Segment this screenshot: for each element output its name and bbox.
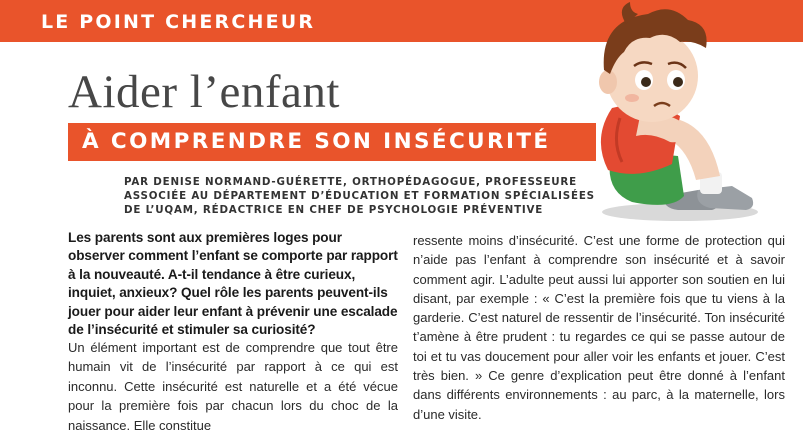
sad-child-illustration bbox=[560, 0, 803, 230]
body-column-right: ressente moins d’insécurité. C’est une forme de protection qui n’aide pas l’enfant à comprendre son insécurité et à savoir comment agir. L’adulte peut aussi lui apporter son soutien en lui disant, par exemple : « C’est la première fois que tu viens à la garderie. C’est naturel de ressentir de l’insécurité. Ton insécurité t’amène à être prudent : tu regardes ce qui se passe autour de toi et tu vas doucement pour aller voir les enfants et jouer. C’est très bien. » Ce genre d’explication peut être donné à l’enfant dans différents environnements : au parc, à la maternelle, lors d’une visite. bbox=[413, 233, 785, 422]
cheek bbox=[625, 94, 639, 102]
article-lead: Les parents sont aux premières loges pour observer comment l’enfant se comporte par rapport à la nouveauté. A-t-il tendance à être curieux, inquiet, anxieux? Quel rôle les parents peuvent-ils jouer pour aider leur enfant à prévenir une escalade de l’insécurité et stimuler sa curiosité? bbox=[68, 230, 398, 338]
author-byline: PAR DENISE NORMAND-GUÉRETTE, ORTHOPÉDAGOGUE, PROFESSEURE ASSOCIÉE AU DÉPARTEMENT D’ÉDUCATION ET FORMATION SPÉCIALISÉES DE L’UQAM, RÉDACTRICE EN CHEF DE PSYCHOLOGIE PRÉVENTIVE bbox=[124, 176, 595, 216]
pupil-left bbox=[641, 77, 651, 87]
article-subtitle: À COMPRENDRE SON INSÉCURITÉ bbox=[82, 129, 551, 154]
body-column-left: Un élément important est de comprendre que tout être humain vit de l’insécurité par rapport à ce qui est inconnu. Cette insécurité est naturelle et a été vécue pour la première fois par chacun lors du choc de la naissance. Elle constitue bbox=[68, 340, 398, 433]
article-title: Aider l’enfant bbox=[68, 66, 340, 118]
section-label: LE POINT CHERCHEUR bbox=[41, 11, 316, 33]
ear bbox=[599, 70, 617, 94]
pupil-right bbox=[673, 77, 683, 87]
